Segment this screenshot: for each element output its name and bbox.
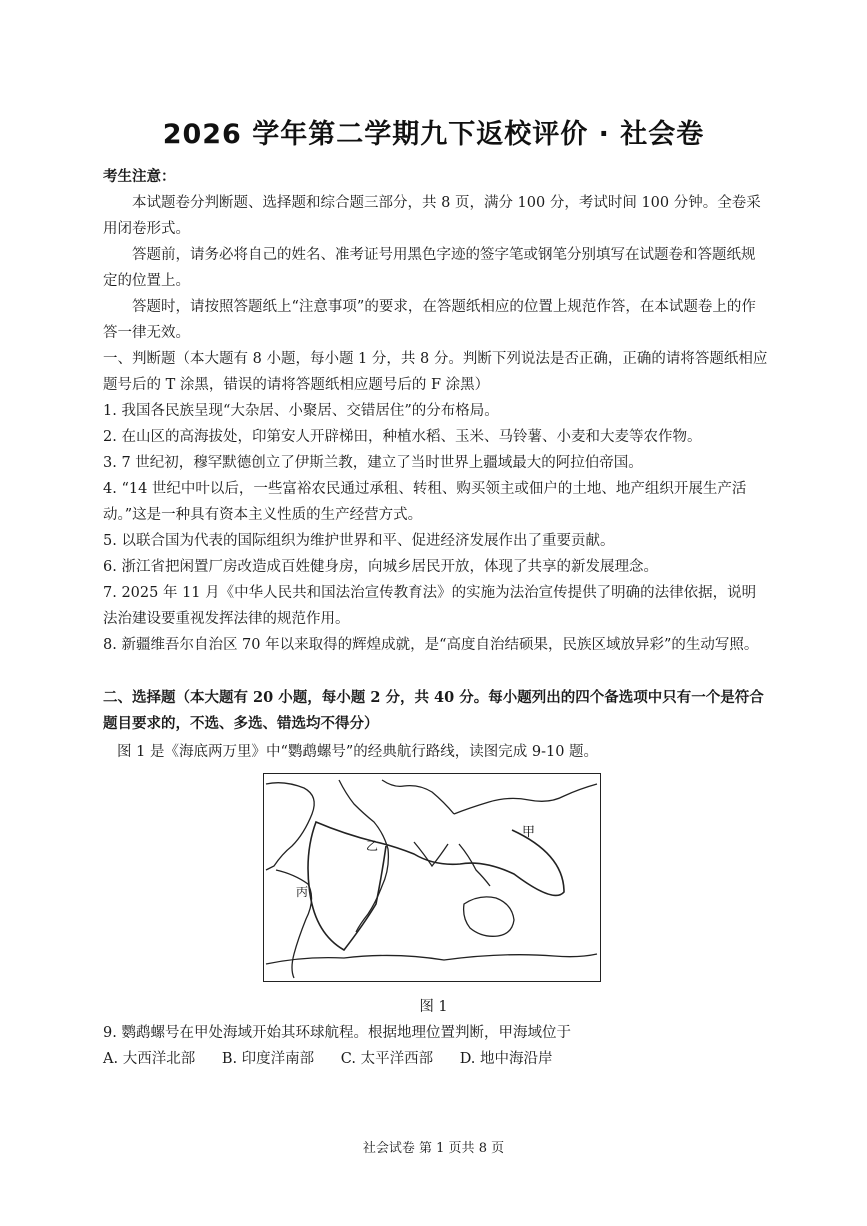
europe-coast [382,780,454,814]
antarctica-coast [266,954,597,964]
figure-caption: 图 1 [419,999,448,1015]
north-america-coast [266,783,314,870]
notice-section [103,164,768,346]
world-map-svg [264,774,599,980]
question-item: 4. “14 世纪中叶以后，一些富裕农民通过承租、转租、购买领主或佃户的土地、地产组织开展生产活动。”这是一种具有资本主义性质的生产经营方式。 [103,481,747,523]
judgement-list [103,398,768,658]
question-item: 7. 2025 年 11 月《中华人民共和国法治宣传教育法》的实施为法治宣传提供了明确的法律依据，说明法治建设要重视发挥法律的规范作用。 [103,585,757,627]
option-a: A. 大西洋北部 [103,1051,196,1067]
world-map-figure [263,773,601,982]
section1-heading [103,346,768,398]
voyage-route [308,822,564,950]
section-heading-text: 一、判断题（本大题有 8 小题，每小题 1 分，共 8 分。判断下列说法是否正确，正确的请将答题纸相应题号后的 T 涂黑，错误的请将答题纸相应题号后的 F 涂黑） [103,351,768,393]
option-c: C. 太平洋西部 [340,1051,434,1067]
page-footer: 社会试卷 第 1 页共 8 页 [362,1141,505,1156]
option-b: B. 印度洋南部 [221,1051,315,1067]
map-label-jia: 甲 [522,825,536,840]
question-item: 1. 我国各民族呈现“大杂居、小聚居、交错居住”的分布格局。 [103,403,499,419]
notice-paragraph: 答题前，请务必将自己的姓名、准考证号用黑色字迹的签字笔或钢笔分别填写在试题卷和答题纸规定的位置上。 [103,247,756,289]
section2-heading [103,685,768,737]
page-title: 2026 学年第二学期九下返校评价 · 社会卷 [162,119,705,150]
question-item: 8. 新疆维吾尔自治区 70 年以来取得的辉煌成就，是“高度自治结硕果，民族区域放异彩”的生动写照。 [103,637,759,653]
question-9-options [103,1046,575,1072]
option-d: D. 地中海沿岸 [459,1051,553,1067]
question-item: 3. 7 世纪初，穆罕默德创立了伊斯兰教，建立了当时世界上疆域最大的阿拉伯帝国。 [103,455,643,471]
question-item: 6. 浙江省把闲置厂房改造成百姓健身房，向城乡居民开放，体现了共享的新发展理念。 [103,559,658,575]
section-heading-text: 二、选择题（本大题有 20 小题，每小题 2 分，共 40 分。每小题列出的四个备选项中只有一个是符合题目要求的，不选、多选、错选均不得分） [103,689,764,732]
question-item: 5. 以联合国为代表的国际组织为维护世界和平、促进经济发展作出了重要贡献。 [103,533,615,549]
europe-africa-coast [339,780,388,932]
asia-coast [454,784,597,814]
australia-coast [464,897,514,936]
notice-paragraph: 答题时，请按照答题纸上“注意事项”的要求，在答题纸相应的位置上规范作答，在本试题卷上的作答一律无效。 [103,299,756,341]
notice-paragraph: 本试题卷分判断题、选择题和综合题三部分，共 8 页，满分 100 分，考试时间 100 分钟。全卷采用闭卷形式。 [103,195,761,237]
map-label-bing: 丙 [296,885,309,899]
question-9-stem: 9. 鹦鹉螺号在甲处海域开始其环球航程。根据地理位置判断，甲海域位于 [103,1025,571,1041]
map-label-yi: 乙 [366,839,379,853]
question-item: 2. 在山区的高海拔处，印第安人开辟梯田，种植水稻、玉米、马铃薯、小麦和大麦等农作物。 [103,429,702,445]
figure-intro: 图 1 是《海底两万里》中“鹦鹉螺号”的经典航行路线，读图完成 9-10 题。 [117,744,599,760]
india-coast [414,842,448,866]
notice-heading: 考生注意： [103,168,176,185]
